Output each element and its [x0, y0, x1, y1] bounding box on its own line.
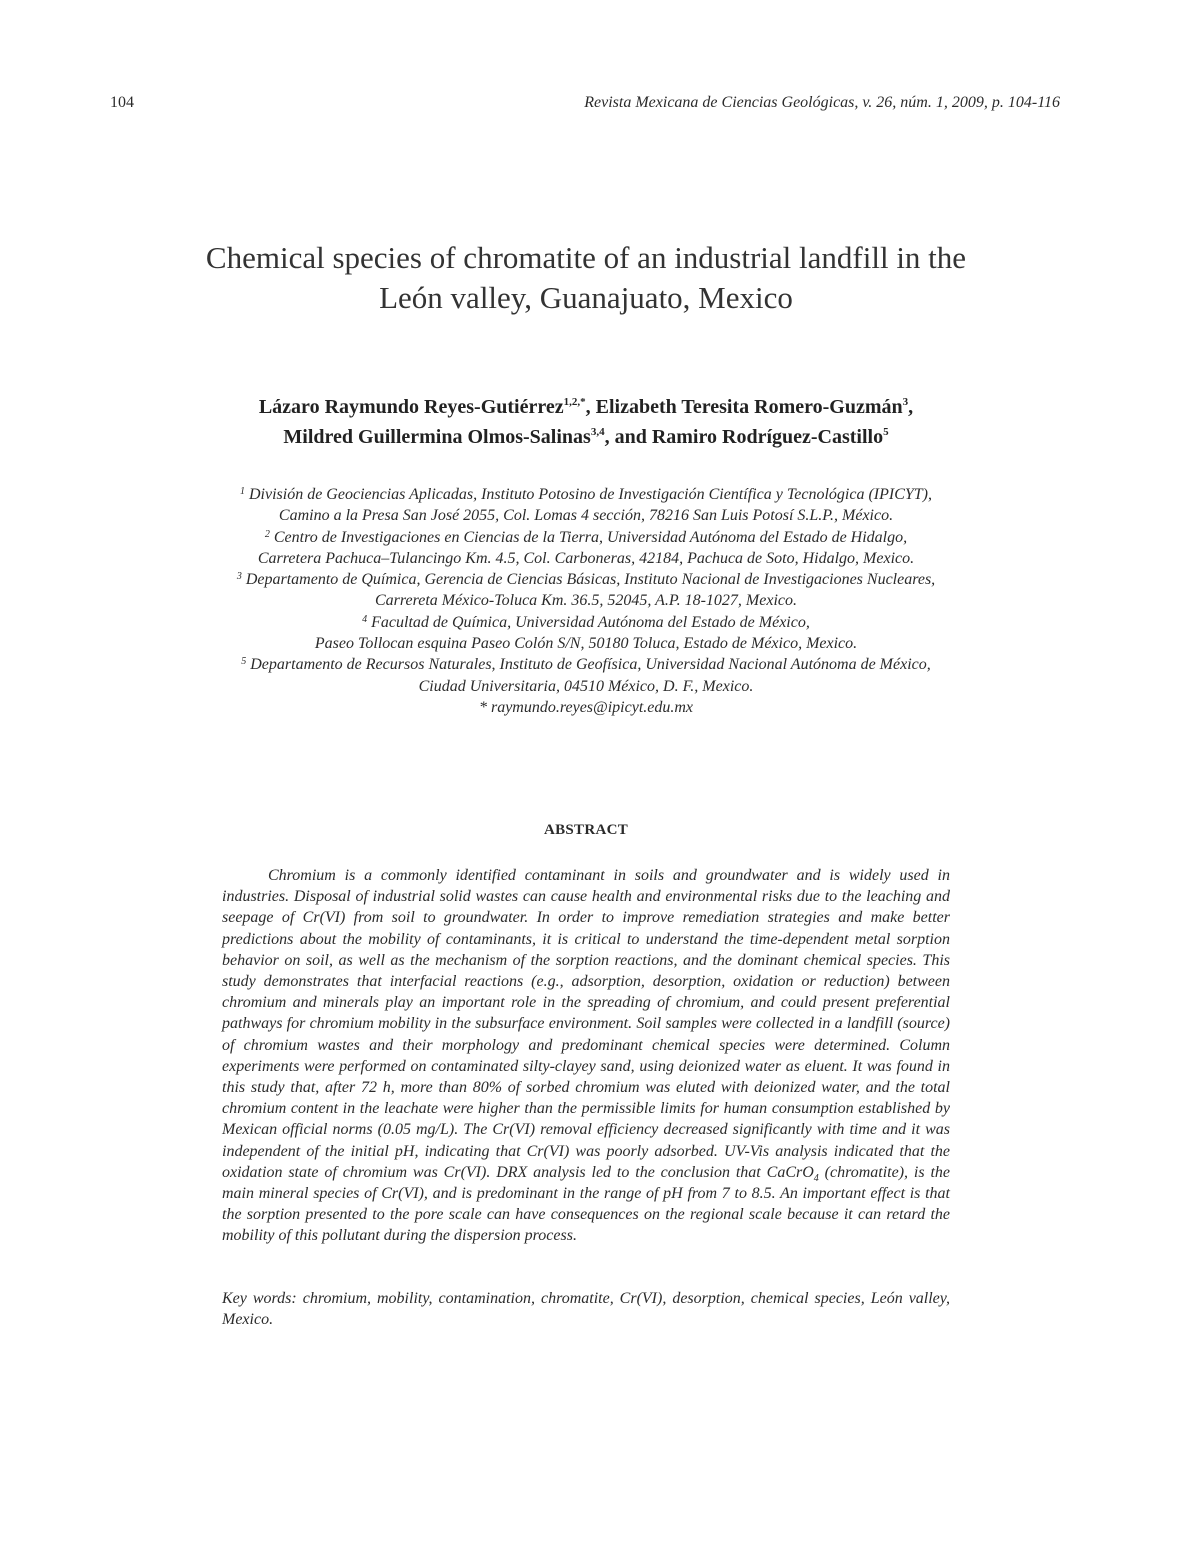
- affiliation-text: División de Geociencias Aplicadas, Instituto Potosino de Investigación Científica y Tecnológica (IPICYT),: [248, 486, 932, 503]
- affiliations-block: [120, 484, 1052, 718]
- affiliation-5-line-1: [120, 654, 1052, 675]
- affiliation-3-line-2: Carrereta México-Toluca Km. 36.5, 52045, A.P. 18-1027, Mexico.: [374, 592, 798, 610]
- affiliation-marker: 5: [241, 656, 247, 668]
- affiliation-marker: 2: [264, 528, 270, 540]
- affiliation-marker: 3: [236, 571, 242, 583]
- author-affiliation-marker: 5: [883, 426, 889, 438]
- affiliation-text: Departamento de Química, Gerencia de Ciencias Básicas, Instituto Nacional de Investigaciones Nucleares,: [245, 571, 936, 589]
- chemical-formula: [766, 1163, 819, 1185]
- paper-title: [150, 238, 1022, 318]
- affiliation-1-line-2: Camino a la Presa San José 2055, Col. Lomas 4 sección, 78216 San Luis Potosí S.L.P., México.: [278, 507, 894, 525]
- author-name: , and Ramiro Rodríguez-Castillo: [604, 426, 884, 448]
- corresponding-email[interactable]: * raymundo.reyes@ipicyt.edu.mx: [478, 698, 694, 716]
- affiliation-2-line-2: Carretera Pachuca–Tulancingo Km. 4.5, Col. Carboneras, 42184, Pachuca de Soto, Hidalgo, Mexico.: [257, 549, 915, 567]
- affiliation-3-line-1: [120, 569, 1052, 590]
- affiliation-marker: 4: [362, 613, 368, 625]
- affiliation-4-line-1: [120, 612, 1052, 633]
- author-name: Mildred Guillermina Olmos-Salinas: [283, 426, 591, 448]
- journal-citation: Revista Mexicana de Ciencias Geológicas, v. 26, núm. 1, 2009, p. 104-116: [584, 94, 1060, 111]
- affiliation-text: Facultad de Química, Universidad Autónoma del Estado de México,: [371, 613, 810, 631]
- affiliation-text: Departamento de Recursos Naturales, Instituto de Geofísica, Universidad Nacional Autónoma de México,: [250, 656, 931, 674]
- author-name: Lázaro Raymundo Reyes-Gutiérrez: [258, 396, 564, 418]
- affiliation-marker: 1: [239, 486, 245, 497]
- page-number: 104: [110, 94, 134, 111]
- author-list: [120, 392, 1052, 452]
- abstract-text: [222, 865, 950, 1247]
- abstract-text-part-2: (chromatite), is the main mineral species of Cr(VI), and is predominant in the range of pH from 7 to 8.5. An important effect is that the sorption presented to the pore scale can have consequences on the regional scale because it can retard the mobility of this pollutant during the dispersion process.: [222, 1163, 950, 1245]
- title-line-2: León valley, Guanajuato, Mexico: [379, 280, 793, 315]
- affiliation-2-line-1: [120, 527, 1052, 548]
- affiliation-1-line-1: [120, 484, 1052, 505]
- author-separator: ,: [908, 396, 914, 418]
- affiliation-text: Centro de Investigaciones en Ciencias de la Tierra, Universidad Autónoma del Estado de Hidalgo,: [273, 528, 908, 546]
- formula-base: CaCrO: [766, 1163, 814, 1181]
- keywords: Key words: chromium, mobility, contamination, chromatite, Cr(VI), desorption, chemical species, León valley, Mexico.: [222, 1290, 950, 1329]
- title-line-1: Chemical species of chromatite of an industrial landfill in the: [205, 240, 967, 275]
- authors-line-1: [120, 392, 1052, 422]
- author-affiliation-marker: 1,2,*: [563, 396, 586, 408]
- authors-line-2: [120, 422, 1052, 452]
- affiliation-4-line-2: Paseo Tollocan esquina Paseo Colón S/N, 50180 Toluca, Estado de México, Mexico.: [314, 635, 858, 653]
- abstract-heading: ABSTRACT: [543, 822, 629, 838]
- abstract-text-part-1: Chromium is a commonly identified contaminant in soils and groundwater and is widely used in industries. Disposal of industrial solid wastes can cause health and environmental risks due to the leaching and seepage of Cr(VI) from soil to groundwater. In order to improve remediation strategies and make better predictions about the mobility of contaminants, it is critical to understand the time-dependent metal sorption behavior on soil, as well as the mechanism of the sorption reactions, and the dominant chemical species. This study demonstrates that interfacial reactions (e.g., adsorption, desorption, oxidation or reduction) between chromium and minerals play an important role in the spreading of chromium, and could present preferential pathways for chromium mobility in the subsurface environment. Soil samples were collected in a landfill (source) of chromium wastes and their morphology and predominant chemical species were determined. Column experiments were performed on contaminated silty-clayey sand, using deionized water as eluent. It was found in this study that, after 72 h, more than 80% of sorbed chromium was eluted with deionized water, and the total chromium content in the leachate were higher than the permissible limits for human consumption established by Mexican official norms (0.05 mg/L). The Cr(VI) removal efficiency decreased significantly with time and it was independent of the initial pH, indicating that Cr(VI) was poorly adsorbed. UV-Vis analysis indicated that the oxidation state of chromium was Cr(VI). DRX analysis led to the conclusion that: [222, 867, 950, 1181]
- author-affiliation-marker: 3,4: [590, 426, 605, 438]
- formula-subscript: 4: [813, 1173, 819, 1185]
- affiliation-5-line-2: Ciudad Universitaria, 04510 México, D. F., Mexico.: [418, 677, 754, 695]
- author-affiliation-marker: 3: [902, 396, 909, 408]
- author-name: , Elizabeth Teresita Romero-Guzmán: [585, 396, 903, 418]
